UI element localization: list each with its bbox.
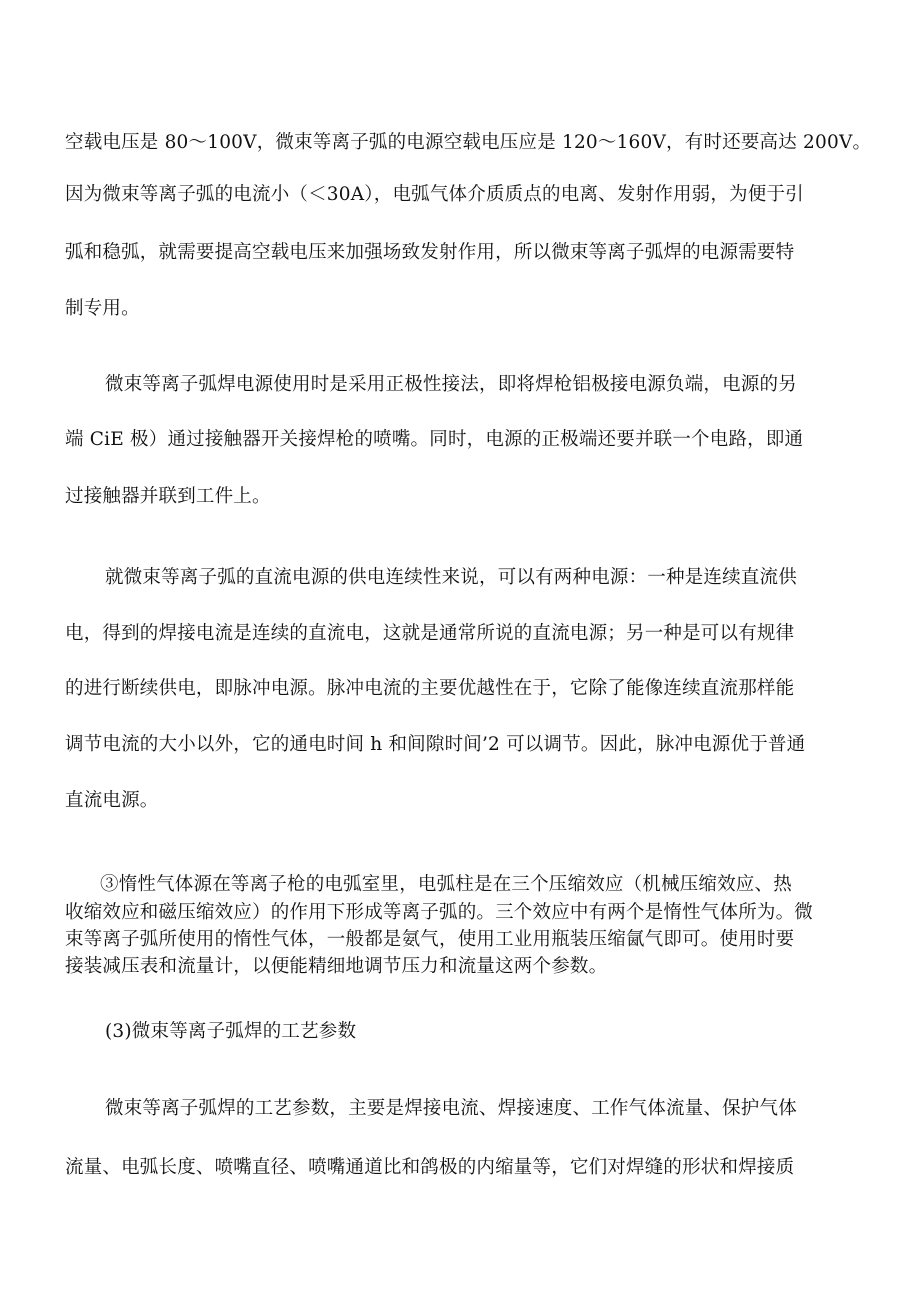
text-line: 的进行断续供电，即脉冲电源。脉冲电流的主要优越性在于，它除了能像连续直流那样能 (65, 678, 795, 699)
text-line: 电，得到的焊接电流是连续的直流电，这就是通常所说的直流电源；另一种是可以有规律 (65, 623, 795, 644)
text-line: 接装减压表和流量计，以便能精细地调节压力和流量这两个参数。 (65, 956, 608, 977)
text-line: 空载电压是 80～100V，微束等离子弧的电源空载电压应是 120～160V，有时还要高达 200V。 (65, 132, 872, 153)
text-line: 流量、电弧长度、喷嘴直径、喷嘴通道比和鸽极的内缩量等，它们对焊缝的形状和焊接质 (65, 1157, 795, 1178)
text-line: 就微束等离子弧的直流电源的供电连续性来说，可以有两种电源：一种是连续直流供 (105, 567, 797, 588)
heading-text: (3)微束等离子弧焊的工艺参数 (105, 1021, 357, 1042)
text-line: 因为微束等离子弧的电流小（＜30A），电弧气体介质质点的电离、发射作用弱，为便于引 (65, 184, 804, 205)
text-line: 弧和稳弧，就需要提高空载电压来加强场致发射作用，所以微束等离子弧焊的电源需要特 (65, 242, 795, 263)
text-line: 制专用。 (65, 298, 140, 319)
text-line: 微束等离子弧焊电源使用时是采用正极性接法，即将焊枪铝极接电源负端，电源的另 (105, 374, 797, 395)
text-line: 收缩效应和磁压缩效应）的作用下形成等离子弧的。三个效应中有两个是惰性气体所为。微 (65, 902, 814, 923)
text-line: 束等离子弧所使用的惰性气体，一般都是氨气，使用工业用瓶装压缩氤气即可。使用时要 (65, 929, 795, 950)
text-line: 微束等离子弧焊的工艺参数，主要是焊接电流、焊接速度、工作气体流量、保护气体 (105, 1098, 797, 1119)
text-line: 过接触器并联到工件上。 (65, 486, 271, 507)
text-line: ③惰性气体源在等离子枪的电弧室里，电弧柱是在三个压缩效应（机械压缩效应、热 (100, 874, 792, 895)
text-line: 端 CiE 极）通过接触器开关接焊枪的喷嘴。同时，电源的正极端还要并联一个电路，即通 (65, 429, 804, 450)
text-line: 直流电源。 (65, 790, 159, 811)
text-line: 调节电流的大小以外，它的通电时间 h 和间隙时间’2 可以调节。因此，脉冲电源优于普通 (65, 734, 806, 755)
